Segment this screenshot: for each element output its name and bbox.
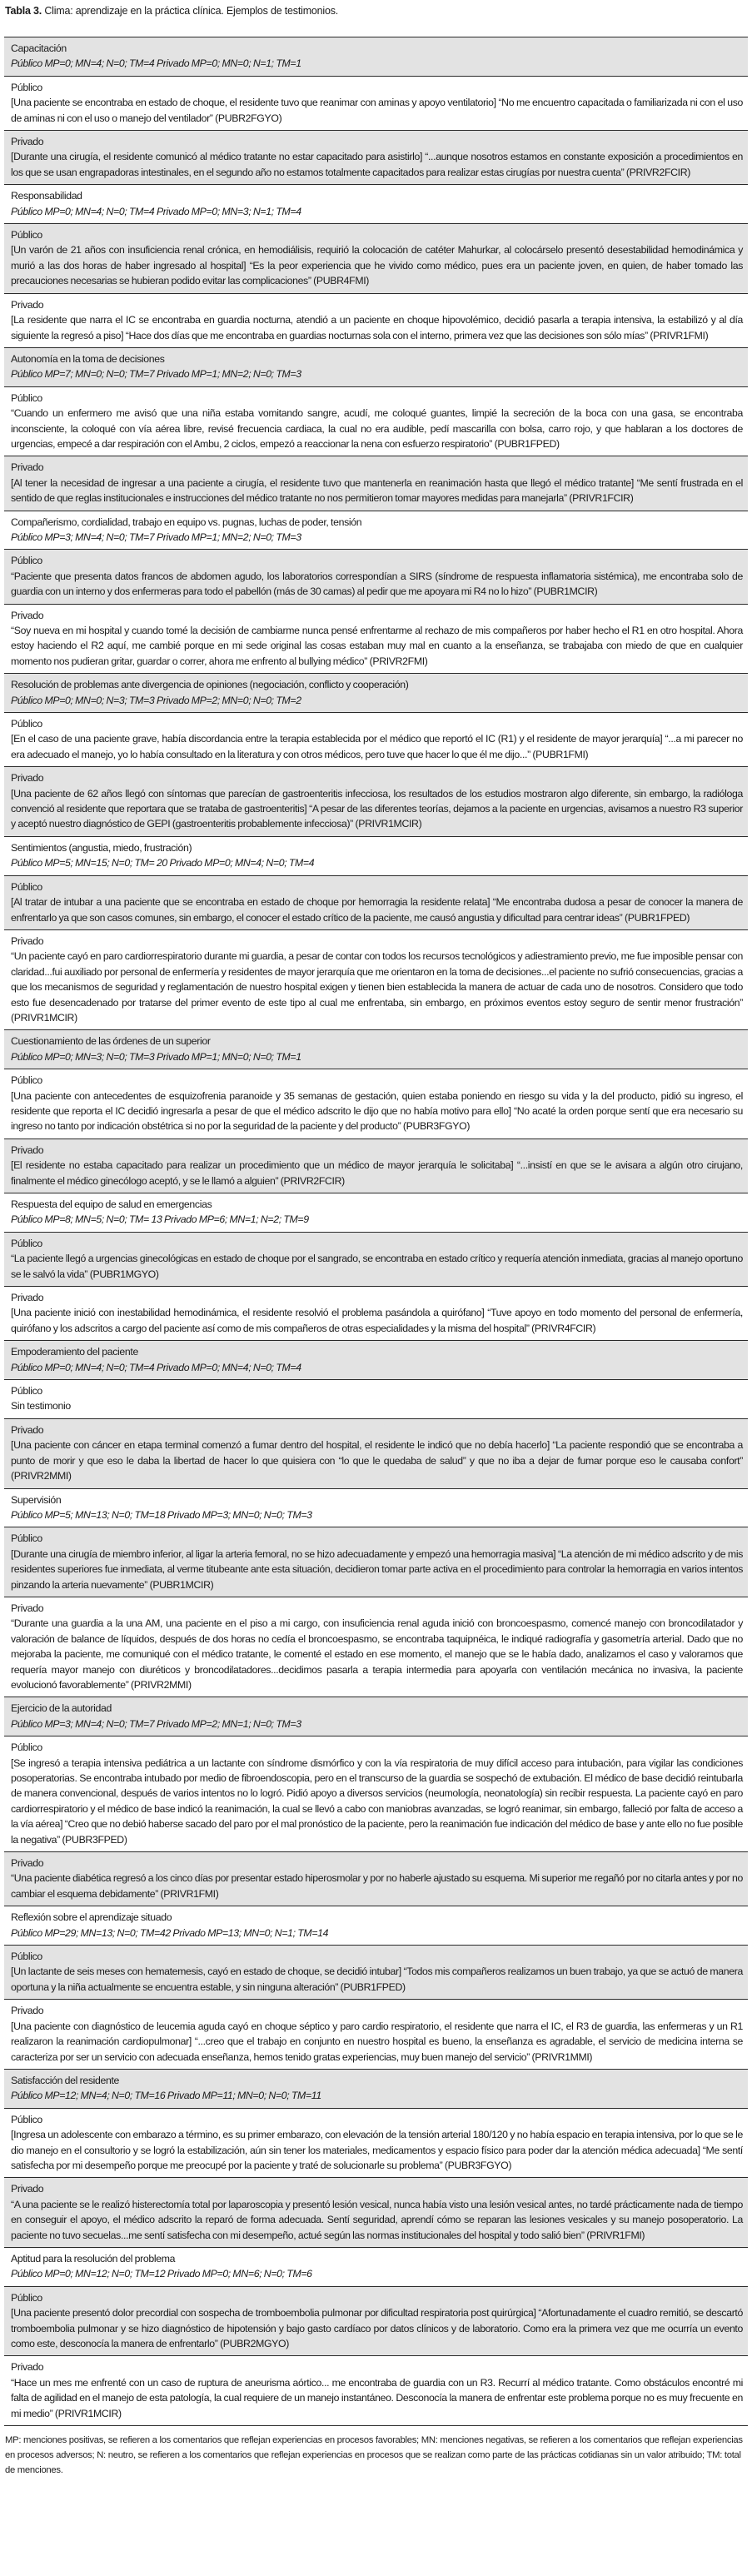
testimony-text: [Una paciente se encontraba en estado de choque, el residente tuvo que reanimar con aminas y apoyo ventilatorio] “No me encuentro capacitada o familiarizada ni con el uso de aminas ni con el uso o manejo del ventilador” (PUBR2FGYO) xyxy=(11,97,743,124)
sector-label: Público xyxy=(11,229,42,242)
testimony-row xyxy=(4,1069,748,1139)
testimonies-table xyxy=(4,37,748,2426)
testimony-row xyxy=(4,2109,748,2179)
testimony-text: [Ingresa un adolescente con embarazo a término, es su primer embarazo, con elevación de la tensión arterial 180/120 y no había espacio en terapia intensiva, por lo que se le dio manejo en el consultorio y se logró la estabilización, aún sin tener los materiales, medicamentos y espacio físico para poder dar la atención médica adecuada] “Me sentí satisfecha por mi desempeño porque me preocupé por la paciente y traté de solucionarle su problema” (PUBR3FGYO) xyxy=(11,2129,743,2171)
testimony-row xyxy=(4,1139,748,1193)
category-row xyxy=(4,1697,748,1736)
category-title: Empoderamiento del paciente xyxy=(11,1346,138,1358)
sector-label: Público xyxy=(11,1741,42,1754)
testimony-text: [Al tener la necesidad de ingresar a una paciente a cirugía, el residente tuvo que mantenerla en reanimación hasta que llegó el médico tratante] “Me sentí frustrada en el sentido de que reglas institucionales e instrucciones del médico tratante no nos permitieron tomar mayores medidas para manejarla” (PRIVR1FCIR) xyxy=(11,476,743,505)
testimony-row xyxy=(4,2287,748,2357)
testimony-row xyxy=(4,1736,748,1852)
testimony-text: [Una paciente con antecedentes de esquizofrenia paranoide y 35 semanas de gestación, quien estaba poniendo en riesgo su vida y la del producto, pidió su ingreso, el residente que reporta el IC decidió ingresarla a pesar de que el médico adscrito le dijo que no había motivo para ello] “No acaté la orden porque sentí que era necesario su ingreso no tanto por indicación obstétrica si no por la seguridad de la paciente y del producto” (PUBR3FGYO) xyxy=(11,1089,743,1133)
sector-label: Público xyxy=(11,1074,42,1087)
table-title: Clima: aprendizaje en la práctica clínica. Ejemplos de testimonios. xyxy=(44,5,339,17)
category-title: Sentimientos (angustia, miedo, frustración) xyxy=(11,841,192,854)
table-footnote: MP: menciones positivas, se refieren a los comentarios que reflejan experiencias en procesos favorables; MN: menciones negativas, se refieren a los comentarios que reflejan experiencias en procesos adversos; N: neutro, se refieren a los comentarios que reflejan experiencias en procesos que se realizan como parte de las prácticas cotidianas sin un valor atribuido; TM: total de menciones. xyxy=(5,2435,743,2476)
sector-label: Público xyxy=(11,2113,42,2125)
sector-label: Privado xyxy=(11,1292,44,1304)
sector-label: Privado xyxy=(11,298,44,311)
testimony-row xyxy=(4,767,748,837)
testimony-text: “Soy nueva en mi hospital y cuando tomé la decisión de cambiarme nunca pensé enfrentarme al rechazo de mis compañeros por haber hecho el R1 en otro hospital. Ahora estoy haciendo el R2 aquí, me cambié porque en mi sede original las cosas estaban muy mal en cuanto a la enseñanza, se trabajaba con miedo de que en cualquier momento nos pudieran gritar, guardar o correr, ahora me enfrento al bullying médico” (PRIVR2FMI) xyxy=(11,625,743,667)
category-title: Compañerismo, cordialidad, trabajo en equipo vs. pugnas, luchas de poder, tensión xyxy=(11,516,362,528)
testimony-text: [Una paciente de 62 años llegó con síntomas que parecían de gastroenteritis infecciosa, los resultados de los estudios mostraron algo diferente, sin embargo, la radióloga convenció al residente que reportara que se trataba de gastroenteritis] “A pesar de las diferentes teorías, dejamos a la paciente en urgencias, avisamos a nuestro R3 superior y aceptó nuestro diagnóstico de GEPI (gastroenteritis probablemente infecciosa)” (PRIVR1MCIR) xyxy=(11,787,743,830)
mention-counts: Público MP=3; MN=4; N=0; TM=7 Privado MP=1; MN=2; N=0; TM=3 xyxy=(11,531,301,543)
testimony-row xyxy=(4,2178,748,2248)
category-row xyxy=(4,2248,748,2287)
sector-label: Público xyxy=(11,880,42,893)
testimony-text: [En el caso de una paciente grave, había discordancia entre la terapia establecida por el médico que reportó el IC (R1) y el residente de mayor jerarquía] “...a mi parecer no era adecuado el manejo, yo lo había consultado en la literatura y con otros médicos, pero tuve que hacer lo que él me dijo...” (PUBR1FMI) xyxy=(11,733,743,760)
sector-label: Público xyxy=(11,391,42,404)
testimony-row xyxy=(4,605,748,675)
category-row xyxy=(4,37,748,77)
category-row xyxy=(4,185,748,224)
category-row xyxy=(4,1193,748,1233)
category-title: Satisfacción del residente xyxy=(11,2074,120,2086)
mention-counts: Público MP=0; MN=3; N=0; TM=3 Privado MP=1; MN=0; N=0; TM=1 xyxy=(11,1050,301,1063)
testimony-text: “Una paciente diabética regresó a los cinco días por presentar estado hiperosmolar y por no haberle ajustado su esquema. Mi superior me regañó por no citarla antes y por no cambiar el esquema debidamente” (PRIVR1FMI) xyxy=(11,1872,743,1900)
testimony-text: [Un varón de 21 años con insuficiencia renal crónica, en hemodiálisis, requirió la colocación de catéter Mahurkar, al colocárselo presentó desestabilidad hemodinámica y murió a las dos horas de haber ingresado al hospital] “Es la peor experiencia que he vivido como médico, pues era un paciente joven, en quien, de haber tomado las precauciones necesarias se hubieran podido evitar las complicaciones” (PUBR4FMI) xyxy=(11,244,743,287)
sector-label: Privado xyxy=(11,461,44,474)
category-row xyxy=(4,674,748,713)
sector-label: Privado xyxy=(11,772,44,785)
sector-label: Privado xyxy=(11,934,44,947)
testimony-row xyxy=(4,456,748,511)
testimony-row xyxy=(4,131,748,185)
sector-label: Privado xyxy=(11,1857,44,1870)
table-label: Tabla 3. xyxy=(5,5,42,17)
mention-counts: Público MP=0; MN=12; N=0; TM=12 Privado MP=0; MN=6; N=0; TM=6 xyxy=(11,2268,312,2280)
category-title: Aptitud para la resolución del problema xyxy=(11,2252,176,2265)
testimony-row xyxy=(4,294,748,348)
testimony-row xyxy=(4,77,748,131)
category-row xyxy=(4,837,748,876)
testimony-text: [Al tratar de intubar a una paciente que se encontraba en estado de choque por hemorragia la residente relata] “Me encontraba dudosa a pesar de conocer la manera de enfrentarlo ya que son casos comunes, sin embargo, el conocer el estado crítico de la paciente, me causó angustia y dificultad para centrar ideas” (PUBR1FPED) xyxy=(11,896,743,924)
category-title: Ejercicio de la autoridad xyxy=(11,1702,112,1715)
testimony-row xyxy=(4,2000,748,2070)
testimony-row xyxy=(4,1946,748,2000)
testimony-text: [Durante una cirugía, el residente comunicó al médico tratante no estar capacitado para asistirlo] “...aunque nosotros estamos en constante exposición a procedimientos en los que se usan engrapadoras intestinales, en el segundo año no estamos totalmente capacitados para realizar estas cirugías por nuestra cuenta” (PRIVR2FCIR) xyxy=(11,151,743,178)
mention-counts: Público MP=0; MN=4; N=0; TM=4 Privado MP=0; MN=3; N=1; TM=4 xyxy=(11,205,301,217)
mention-counts: Público MP=0; MN=0; N=3; TM=3 Privado MP=2; MN=0; N=0; TM=2 xyxy=(11,694,301,706)
category-row xyxy=(4,1030,748,1069)
testimony-row xyxy=(4,1597,748,1697)
testimony-row xyxy=(4,224,748,294)
sector-label: Privado xyxy=(11,136,44,148)
category-title: Responsabilidad xyxy=(11,190,82,202)
mention-counts: Público MP=12; MN=4; N=0; TM=16 Privado MP=11; MN=0; N=0; TM=11 xyxy=(11,2090,321,2102)
sector-label: Público xyxy=(11,81,42,93)
sector-label: Privado xyxy=(11,1602,44,1614)
category-title: Autonomía en la toma de decisiones xyxy=(11,352,165,365)
testimony-text: [Una paciente con cáncer en etapa terminal comenzó a fumar dentro del hospital, el residente le indicó que no debía hacerlo] “La paciente respondió que se encontraba a punto de morir y que eso le daba la libertad de hacer lo que quisiera con “lo que le quedaba de salud” y que no iba a dejar de fumar porque eso le causaba confort” (PRIVR2MMI) xyxy=(11,1439,743,1482)
sector-label: Público xyxy=(11,2291,42,2304)
category-row xyxy=(4,348,748,387)
category-row xyxy=(4,1489,748,1528)
testimony-row xyxy=(4,1852,748,1906)
testimony-row xyxy=(4,1233,748,1287)
category-title: Cuestionamiento de las órdenes de un superior xyxy=(11,1035,211,1048)
category-title: Reflexión sobre el aprendizaje situado xyxy=(11,1911,172,1924)
sector-label: Público xyxy=(11,1237,42,1249)
category-row xyxy=(4,1341,748,1380)
testimony-text: “La paciente llegó a urgencias ginecológicas en estado de choque por el sangrado, se encontraba en estado crítico y requería atención inmediata, gracias al manejo oportuno se le salvó la vida” (PUBR1MGYO) xyxy=(11,1253,743,1280)
testimony-text: [Durante una cirugía de miembro inferior, al ligar la arteria femoral, no se hizo adecuadamente y empezó una hemorragia masiva] “La atención de mi médico adscrito y de mis residentes superiores fue inmediata, al verme titubeante ante esta situación, decidieron tomar parte activa en el procedimiento para controlar la hemorragia en varios intentos pinzando la arteria nuevamente” (PUBR1MCIR) xyxy=(11,1547,743,1591)
testimony-text: “Hace un mes me enfrenté con un caso de ruptura de aneurisma aórtico... me encontraba de guardia con un R3. Recurrí al médico tratante. Como obstáculos encontré mi falta de agilidad en el manejo de esta patología, la cual requiere de un manejo instantáneo. Desconocía la manera de enfrentar este problema porque no es muy frecuente en mi medio” (PRIVR1MCIR) xyxy=(11,2376,743,2419)
sector-label: Público xyxy=(11,718,42,730)
testimony-text: [Una paciente con diagnóstico de leucemia aguda cayó en choque séptico y paro cardio respiratorio, el residente que narra el IC, el R3 de guardia, las enfermeras y un R1 realizaron la reanimación cardiopulmonar] “...creo que el trabajo en conjunto en nuestro hospital es bueno, la enseñanza es agradable, el servicio de medicina interna se caracteriza por ser un servicio con adecuada enseñanza, hemos tenido gratas experiencias, muy buen manejo del servicio” (PRIVR1MMI) xyxy=(11,2020,743,2063)
category-row xyxy=(4,1906,748,1946)
testimony-row xyxy=(4,713,748,767)
sector-label: Privado xyxy=(11,609,44,621)
testimony-text: [Una paciente presentó dolor precordial con sospecha de tromboembolia pulmonar por dificultad respiratoria post quirúrgica] “Afortunadamente el cuadro remitió, se descartó tromboembolia pulmonar y se hizo diagnóstico de hipotensión y bajo gasto cardíaco por datos clínicos y de laboratorio. Como era la primera vez que me ocurría un evento como este, desconocía la manera de enfrentarlo” (PUBR2MGYO) xyxy=(11,2307,743,2349)
category-title: Capacitación xyxy=(11,42,67,54)
testimony-row xyxy=(4,1419,748,1489)
testimony-row xyxy=(4,387,748,457)
testimony-text: “Paciente que presenta datos francos de abdomen agudo, los laboratorios correspondían a SIRS (síndrome de respuesta inflamatoria sistémica), me encontraba solo de guardia con un interno y dos enfermeras para todo el pabellón (más de 30 camas) al pedir que me apoyara mi R4 no lo hizo” (PUBR1MCIR) xyxy=(11,570,743,598)
testimony-row xyxy=(4,2356,748,2426)
testimony-text: “Cuando un enfermero me avisó que una niña estaba vomitando sangre, acudí, me coloqué guantes, limpié la secreción de la boca con una gasa, se encontraba inconsciente, la coloqué con vía aérea libre, revisé frecuencia cardiaca, la cual no era audible, pedí mascarilla con bolsa, carro rojo, y que hablaran a los doctores de urgencias, empecé a dar respiración con el Ambu, 2 ciclos, empezó a reaccionar la nena con esfuerzo respiratorio” (PUBR1FPED) xyxy=(11,407,743,450)
category-title: Respuesta del equipo de salud en emergencias xyxy=(11,1198,212,1210)
testimony-text: [El residente no estaba capacitado para realizar un procedimiento que un médico de mayor jerarquía le solicitaba] “...insistí en que se le avisara a algún otro cirujano, finalmente el médico ginecólogo aceptó, y se le llamó a alguien” (PRIVR2FCIR) xyxy=(11,1159,743,1187)
mention-counts: Público MP=0; MN=4; N=0; TM=4 Privado MP=0; MN=4; N=0; TM=4 xyxy=(11,1361,301,1373)
category-title: Resolución de problemas ante divergencia de opiniones (negociación, conflicto y cooperación) xyxy=(11,679,409,691)
sector-label: Privado xyxy=(11,2005,44,2017)
testimony-text: [Un lactante de seis meses con hematemesis, cayó en estado de choque, se decidió intubar] “Todos mis compañeros realizamos un buen trabajo, ya que se actuó de manera oportuna y la niña actualmente se encuentra estable, y sin ninguna alteración” (PUBR1FPED) xyxy=(11,1966,743,1993)
testimony-row xyxy=(4,1527,748,1597)
sector-label: Público xyxy=(11,555,42,567)
testimony-text: [Se ingresó a terapia intensiva pediátrica a un lactante con síndrome dismórfico y con la vía respiratoria de muy difícil acceso para intubación, para vigilar las condiciones posoperatorias. Se encontraba intubado por medio de fibroendoscopia, pero en el transcurso de la guardia se sospechó de extubación. El médico de base decidió reintubarla de manera convencional, después de varios intentos no lo logró. Pidió apoyo a diversos servicios (neumología, neonatología) sin recibir respuesta. La paciente cayó en paro cardiorrespiratorio y el médico de base indicó la reanimación, la cual se llevó a cabo con maniobras avanzadas, se logró reanimar, sin embargo, falleció por falta de acceso a la vía aérea] “Creo que no debió haberse sacado del paro por el mal pronóstico de la paciente, pero la reanimación fue indicación del médico de base y ante ello no fue posible la negativa” (PUBR3FPED) xyxy=(11,1756,743,1846)
table-caption xyxy=(0,0,752,37)
category-row xyxy=(4,511,748,551)
mention-counts: Público MP=5; MN=13; N=0; TM=18 Privado MP=3; MN=0; N=0; TM=3 xyxy=(11,1508,312,1521)
testimony-row xyxy=(4,1380,748,1419)
sector-label: Público xyxy=(11,1951,42,1963)
sector-label: Privado xyxy=(11,1423,44,1436)
mention-counts: Público MP=5; MN=15; N=0; TM= 20 Privado MP=0; MN=4; N=0; TM=4 xyxy=(11,857,315,869)
category-row xyxy=(4,2070,748,2109)
sector-label: Público xyxy=(11,1532,42,1545)
mention-counts: Público MP=3; MN=4; N=0; TM=7 Privado MP=2; MN=1; N=0; TM=3 xyxy=(11,1717,301,1730)
category-title: Supervisión xyxy=(11,1493,62,1506)
mention-counts: Público MP=29; MN=13; N=0; TM=42 Privado MP=13; MN=0; N=1; TM=14 xyxy=(11,1926,329,1939)
mention-counts: Público MP=8; MN=5; N=0; TM= 13 Privado MP=6; MN=1; N=2; TM=9 xyxy=(11,1213,309,1226)
testimony-text: “A una paciente se le realizó histerectomía total por laparoscopia y presentó lesión vesical, nunca había visto una lesión vesical antes, no tardé prácticamente nada de tiempo en conseguir el apoyo, el médico adscrito la reparó de forma adecuada. Sentí seguridad, aprendí cómo se reparan las lesiones vesicales y su manejo posoperatorio. La paciente no tuvo secuelas...me sentí satisfecha con mi desempeño, actué según las normas institucionales del hospital y todo salió bien” (PRIVR1FMI) xyxy=(11,2198,743,2241)
testimony-row xyxy=(4,876,748,930)
mention-counts: Público MP=0; MN=4; N=0; TM=4 Privado MP=0; MN=0; N=1; TM=1 xyxy=(11,57,301,70)
testimony-text: “Durante una guardia a la una AM, una paciente en el piso a mi cargo, con insuficiencia renal aguda inició con broncoespasmo, comencé manejo con broncodilatador y valoración de balance de líquidos, después de dos horas no cedía el broncoespasmo, se encontraba taquipnéica, le indiqué radiografía y gasometría arterial. Dado que no mejoraba la paciente, me comuniqué con el médico tratante, le comenté el estado en ese momento, el manejo que se le había dado, analizamos el caso y valoramos que requería mayor manejo con diuréticos y broncodilatadores...decidimos pasarla a terapia intermedia para apoyarla con ventilación mecánica no invasiva, la paciente evolucionó favorablemente” (PRIVR2MMI) xyxy=(11,1617,743,1691)
sector-label: Público xyxy=(11,1385,42,1398)
mention-counts: Público MP=7; MN=0; N=0; TM=7 Privado MP=1; MN=2; N=0; TM=3 xyxy=(11,368,301,381)
sector-label: Privado xyxy=(11,2361,44,2374)
testimony-row xyxy=(4,1287,748,1341)
testimony-row xyxy=(4,930,748,1030)
sector-label: Privado xyxy=(11,1144,44,1156)
testimony-text: [La residente que narra el IC se encontraba en guardia nocturna, atendió a un paciente en choque hipovolémico, decidió pasarla a terapia intensiva, la estabilizó y al día siguiente la regresó a piso] “Hace dos días que me encontraba en guardias nocturnas sola con el interno, primera vez que las decisiones son sólo mías” (PRIVR1FMI) xyxy=(11,314,743,341)
testimony-row xyxy=(4,550,748,604)
sector-label: Privado xyxy=(11,2183,44,2195)
testimony-text: [Una paciente inició con inestabilidad hemodinámica, el residente resolvió el problema pasándola a quirófano] “Tuve apoyo en todo momento del personal de enfermería, quirófano y los adscritos a cargo del paciente así como de mis compañeros de otras especialidades y la misma del hospital” (PRIVR4FCIR) xyxy=(11,1307,743,1334)
testimony-text: Sin testimonio xyxy=(11,1400,71,1413)
testimony-text: “Un paciente cayó en paro cardiorrespiratorio durante mi guardia, a pesar de contar con todos los recursos tecnológicos y adiestramiento previo, me fue imposible pensar con claridad...fui auxiliado por personal de enfermería y residentes de mayor jerarquía que me orientaron en la toma de decisiones...el paciente no sufrió consecuencias, gracias a que los mecanismos de seguridad y reglamentación de nuestro hospital exigen y tienen bien establecida la manera de actuar de cada uno de nosotros. Considero que todo esto fue desencadenado por tratarse del primer evento de este tipo al cual me enfrentaba, sin embargo, en próximos eventos estoy seguro de sentir menor frustración” (PRIVR1MCIR) xyxy=(11,950,743,1024)
